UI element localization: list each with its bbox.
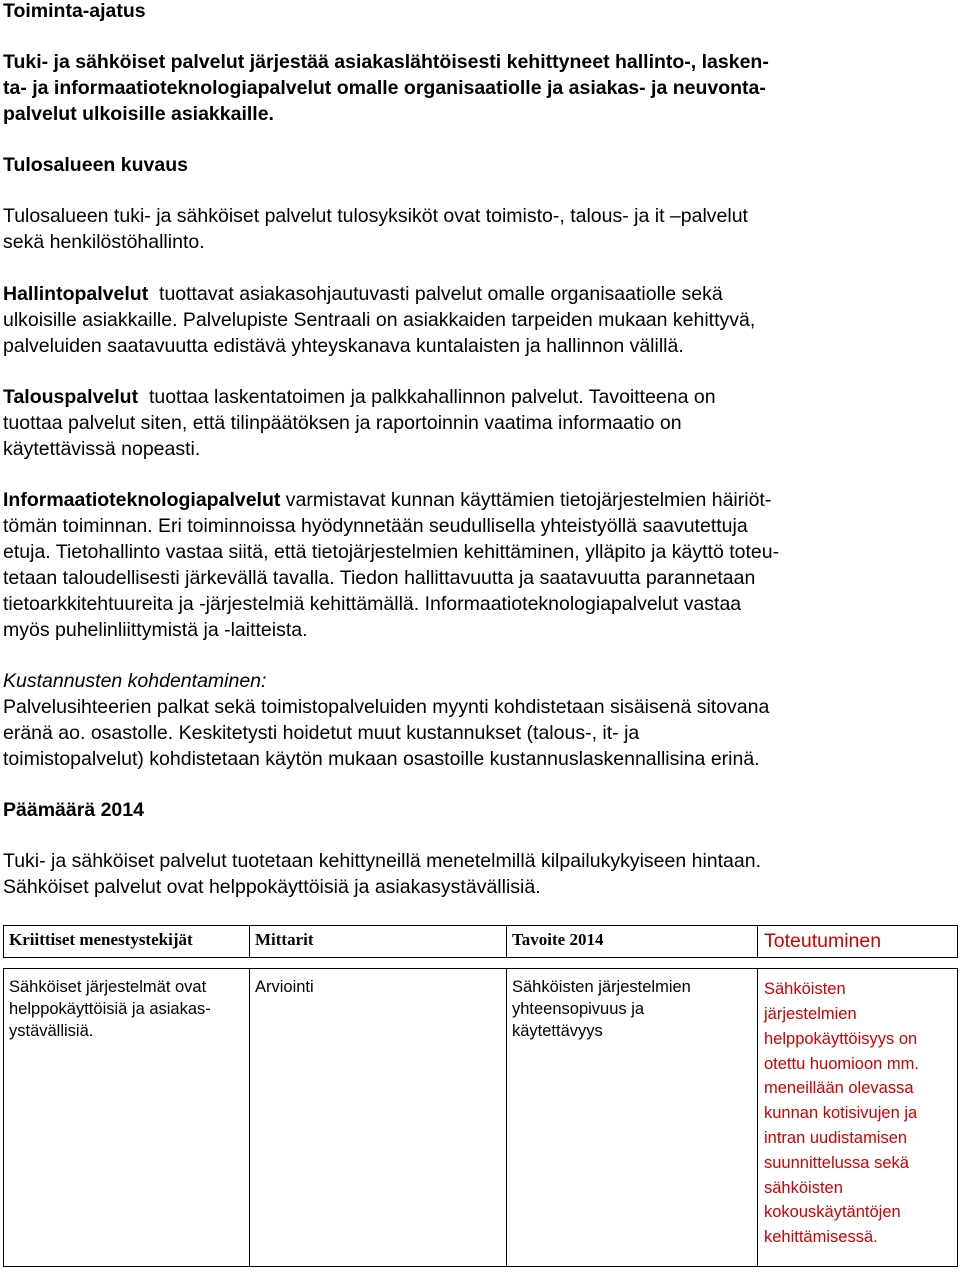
- table-rule: [957, 925, 958, 958]
- table-header-mittarit: Mittarit: [255, 930, 314, 949]
- paragraph-line: tömän toiminnan. Eri toiminnoissa hyödynnetään seudullisella yhteistyöllä saavutettuja: [3, 515, 748, 537]
- paragraph-line: ta- ja informaatioteknologiapalvelut omalle organisaatiolle ja asiakas- ja neuvonta-: [3, 77, 766, 99]
- table-rule: [3, 957, 958, 958]
- table-cell-line: Sähköiset järjestelmät ovat: [9, 978, 207, 996]
- talous-line-1: [3, 384, 716, 410]
- text: tuottavat asiakasohjautuvasti palvelut omalle organisaatiolle sekä: [159, 283, 723, 305]
- paragraph-line: Tulosalueen tuki- ja sähköiset palvelut tulosyksiköt ovat toimisto-, talous- ja it –palvelut: [3, 205, 748, 227]
- table-cell-line: yhteensopivuus ja: [512, 1000, 645, 1018]
- heading-toiminta-ajatus: Toiminta-ajatus: [3, 0, 146, 22]
- table-rule: [249, 968, 250, 1267]
- paragraph-line: Sähköiset palvelut ovat helppokäyttöisiä ja asiakasystävällisiä.: [3, 876, 541, 898]
- text: ulkoisille asiakkaille.: [3, 309, 178, 331]
- paragraph-line: käytettävissä nopeasti.: [3, 438, 201, 460]
- table-rule: [3, 925, 4, 958]
- table-cell-line: käytettävyys: [512, 1022, 603, 1040]
- paragraph-line: Tuki- ja sähköiset palvelut tuotetaan kehittyneillä menetelmillä kilpailukykyiseen hintaan.: [3, 850, 762, 872]
- paragraph-line: palvelut ulkoisille asiakkaille.: [3, 103, 274, 125]
- table-cell-line: helppokäyttöisyys on: [764, 1030, 918, 1048]
- paragraph-line: Palvelusihteerien palkat sekä toimistopalveluiden myynti kohdistetaan sisäisenä sitovana: [3, 696, 770, 718]
- table-cell-line: Sähköisten järjestelmien: [512, 978, 691, 996]
- term-informaatioteknologiapalvelut: Informaatioteknologiapalvelut: [3, 489, 281, 511]
- table-cell-line: Sähköisten: [764, 980, 846, 998]
- table-cell-line: suunnittelussa sekä: [764, 1154, 909, 1172]
- table-cell-line: järjestelmien: [764, 1005, 857, 1023]
- table-rule: [506, 968, 507, 1267]
- text: tuottaa laskentatoimen ja palkkahallinnon palvelut.: [148, 386, 584, 408]
- paragraph-line: tietoarkkitehtuureita ja -järjestelmiä kehittämällä. Informaatioteknologiapalvelut vastaa: [3, 593, 742, 615]
- table-rule: [3, 1266, 958, 1267]
- paragraph-line: eränä ao. osastolle. Keskitetysti hoidetut muut kustannukset (talous-, it- ja: [3, 722, 640, 744]
- heading-tulosalueen-kuvaus: Tulosalueen kuvaus: [3, 154, 188, 176]
- heading-kustannusten-kohdentaminen: Kustannusten kohdentaminen:: [3, 670, 267, 692]
- table-rule: [249, 925, 250, 958]
- table-rule: [506, 925, 507, 958]
- text: Palvelupiste Sentraali on asiakkaiden tarpeiden mukaan kehittyvä,: [182, 309, 756, 331]
- heading-paamaara-2014: Päämäärä 2014: [3, 799, 144, 821]
- paragraph-line: myös puhelinliittymistä ja -laitteista.: [3, 619, 308, 641]
- paragraph-line: toimistopalvelut) kohdistetaan käytön mukaan osastoille kustannuslaskennallisina erinä.: [3, 748, 760, 770]
- table-cell-line: kehittämisessä.: [764, 1228, 878, 1246]
- table-cell-line: kunnan kotisivujen ja: [764, 1104, 918, 1122]
- table-rule: [757, 968, 758, 1267]
- paragraph-line: tuottaa palvelut siten, että tilinpäätöksen ja raportoinnin vaatima informaatio on: [3, 412, 682, 434]
- table-rule: [3, 968, 4, 1267]
- it-line-1: [3, 487, 771, 513]
- term-talouspalvelut: Talouspalvelut: [3, 386, 139, 408]
- hallinto-line-1: [3, 281, 723, 307]
- paragraph-line: palveluiden saatavuutta edistävä yhteyskanava kuntalaisten ja hallinnon välillä.: [3, 335, 684, 357]
- paragraph-line: tetaan taloudellisesti järkevällä tavalla. Tiedon hallittavuutta ja saatavuutta parannetaan: [3, 567, 756, 589]
- table-header-kriittiset: Kriittiset menestystekijät: [9, 930, 193, 949]
- table-rule: [757, 925, 758, 958]
- table-rule: [3, 925, 958, 926]
- paragraph-line: Tuki- ja sähköiset palvelut järjestää asiakaslähtöisesti kehittyneet hallinto-, lasken-: [3, 51, 769, 73]
- paragraph-line: sekä henkilöstöhallinto.: [3, 231, 205, 253]
- table-header-tavoite: Tavoite 2014: [512, 930, 604, 949]
- table-header-toteutuminen: Toteutuminen: [764, 930, 882, 952]
- table-cell-line: intran uudistamisen: [764, 1129, 908, 1147]
- paragraph-line: etuja. Tietohallinto vastaa siitä, että tietojärjestelmien kehittäminen, ylläpito ja käyttö toteu-: [3, 541, 780, 563]
- table-cell-line: meneillään olevassa: [764, 1079, 914, 1097]
- table-cell-line: otettu huomioon mm.: [764, 1055, 919, 1073]
- term-hallintopalvelut: Hallintopalvelut: [3, 283, 149, 305]
- table-rule: [3, 968, 958, 969]
- table-cell-line: sähköisten: [764, 1179, 843, 1197]
- table-cell-line: helppokäyttöisiä ja asiakas-: [9, 1000, 211, 1018]
- table-cell-line: ystävällisiä.: [9, 1022, 94, 1040]
- table-cell-line: kokouskäytäntöjen: [764, 1203, 901, 1221]
- text: Tavoitteena on: [588, 386, 716, 408]
- hallinto-line-2: [3, 307, 755, 333]
- table-rule: [957, 968, 958, 1267]
- table-cell-line: Arviointi: [255, 978, 314, 996]
- text: varmistavat kunnan käyttämien tietojärjestelmien häiriöt-: [285, 489, 772, 511]
